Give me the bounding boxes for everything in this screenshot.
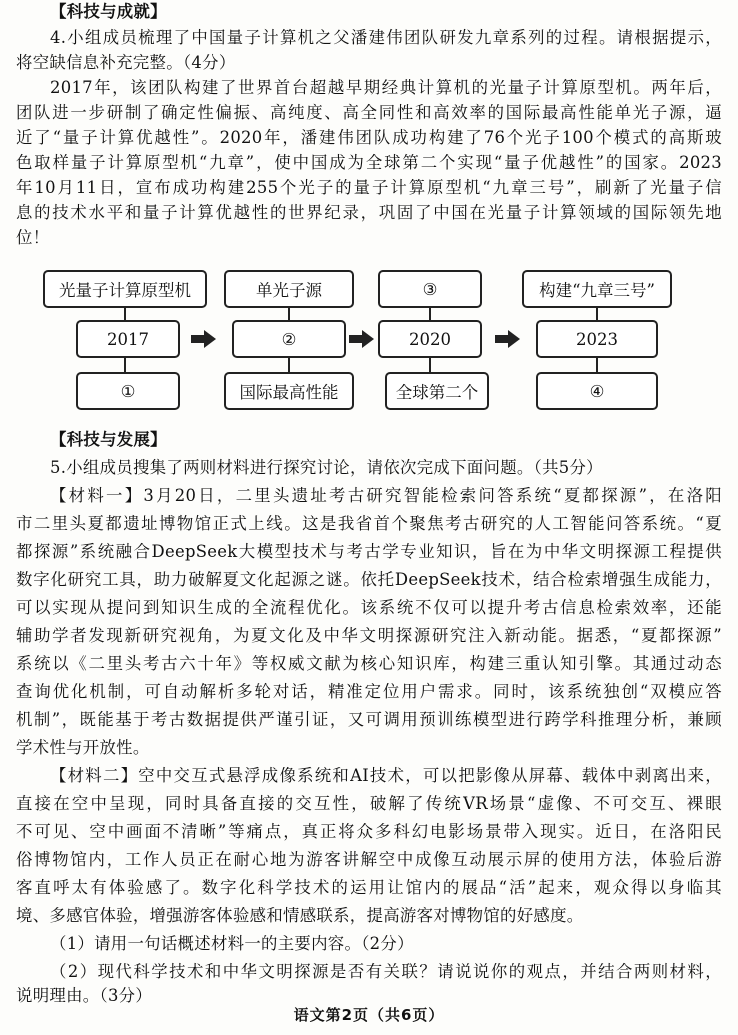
passage-line: 息的技术水平和量子计算优越性的世界纪录，巩固了中国在光量子计算领域的国际领先地 <box>16 203 722 222</box>
arrow-right <box>495 335 509 343</box>
connector-line <box>429 308 431 320</box>
material-1-line: 数字化研究工具，助力破解夏文化起源之谜。依托DeepSeek技术，结合检索增强生成能力， <box>16 570 722 589</box>
flowchart-blank-2: ② <box>232 320 346 358</box>
section-heading-achievement: 【科技与成就】 <box>50 2 167 21</box>
flowchart-year-box-2023: 2023 <box>536 320 658 358</box>
flowchart-bottom-box-3: 全球第二个 <box>385 372 489 410</box>
flowchart-year-box-2017: 2017 <box>76 320 180 358</box>
connector-line <box>288 358 290 372</box>
passage-line: 色取样量子计算原型机“九章”，使中国成为全球第二个实现“量子优越性”的国家。2023 <box>16 153 722 172</box>
connector-line <box>288 308 290 320</box>
flowchart-year-box-2020: 2020 <box>378 320 482 358</box>
material-2-line: 境、多感官体验，增强游客体验感和情感联系，提高游客对博物馆的好感度。 <box>16 906 584 925</box>
sub-question-1: （1）请用一句话概述材料一的主要内容。（2分） <box>50 934 414 953</box>
sub-question-2-line-1: （2）现代科学技术和中华文明探源是否有关联？请说说你的观点，并结合两则材料， <box>50 962 722 981</box>
connector-line <box>596 308 598 320</box>
flowchart-blank-3: ③ <box>378 270 482 308</box>
material-2-line: 俗博物馆内，工作人员正在耐心地为游客讲解空中成像互动展示屏的使用方法，体验后游 <box>16 850 722 869</box>
arrow-right <box>191 335 205 343</box>
question-5: 5.小组成员搜集了两则材料进行探究讨论，请依次完成下面问题。（共5分） <box>50 458 603 477</box>
page-footer: 语文第2页（共6页） <box>293 1006 445 1024</box>
sub-question-2-line-2: 说明理由。（3分） <box>16 986 153 1005</box>
section-heading-development: 【科技与发展】 <box>50 430 167 449</box>
arrow-right-icon <box>508 330 520 348</box>
passage-line: 团队进一步研制了确定性偏振、高纯度、高全同性和高效率的国际最高性能单光子源，逼 <box>16 103 722 122</box>
flowchart-bottom-box-2: 国际最高性能 <box>224 372 354 410</box>
material-1-line: 系统以《二里头考古六十年》等权威文献为核心知识库，构建三重认知引擎。其通过动态 <box>16 654 722 673</box>
connector-line <box>596 358 598 372</box>
question-4-line-1: 4.小组成员梳理了中国量子计算机之父潘建伟团队研发九章系列的过程。请根据提示， <box>50 28 722 47</box>
flowchart-top-box-4: 构建“九章三号” <box>522 270 672 308</box>
arrow-right-icon <box>362 330 374 348</box>
flowchart-blank-4: ④ <box>536 372 658 410</box>
connector-line <box>124 308 126 320</box>
arrow-right <box>349 335 363 343</box>
passage-line: 2017年，该团队构建了世界首台超越早期经典计算机的光量子计算原型机。两年后， <box>50 78 722 97</box>
material-1-line: 机制”，既能基于考古数据提供严谨引证，又可调用预训练模型进行跨学科推理分析，兼顾 <box>16 710 722 729</box>
arrow-right-icon <box>204 330 216 348</box>
material-1-line: 查询优化机制，可自动解析多轮对话，精准定位用户需求。同时，该系统独创“双模应答 <box>16 682 722 701</box>
material-2-line: 直接在空中呈现，同时具备直接的交互性，破解了传统VR场景“虚像、不可交互、裸眼 <box>16 794 722 813</box>
connector-line <box>429 358 431 372</box>
flowchart-top-box-2: 单光子源 <box>224 270 354 308</box>
material-1-line: 辅助学者发现新研究视角，为夏文化及中华文明探源研究注入新动能。据悉，“夏都探源” <box>16 626 722 645</box>
material-1-line: 都探源”系统融合DeepSeek大模型技术与考古学专业知识，旨在为中华文明探源工程提供 <box>16 542 722 561</box>
flowchart-top-box-1: 光量子计算原型机 <box>43 270 207 308</box>
connector-line <box>124 358 126 372</box>
flowchart-blank-1: ① <box>76 372 180 410</box>
material-2-line: 不可见、空中画面不清晰”等痛点，真正将众多科幻电影场景带入现实。近日，在洛阳民 <box>16 822 722 841</box>
passage-line: 位！ <box>16 228 50 247</box>
question-4-line-2: 将空缺信息补充完整。（4分） <box>16 53 236 72</box>
material-2-line: 【材料二】空中交互式悬浮成像系统和AI技术，可以把影像从屏幕、载体中剥离出来， <box>50 766 722 785</box>
material-1-line: 学术性与开放性。 <box>16 738 150 757</box>
passage-line: 近了“量子计算优越性”。2020年，潘建伟团队成功构建了76个光子100个模式的高斯玻 <box>16 128 722 147</box>
passage-line: 年10月11日，宣布成功构建255个光子的量子计算原型机“九章三号”，刷新了光量子信 <box>16 178 722 197</box>
material-1-line: 【材料一】3月20日，二里头遗址考古研究智能检索问答系统“夏都探源”，在洛阳 <box>50 486 722 505</box>
material-1-line: 可以实现从提问到知识生成的全流程优化。该系统不仅可以提升考古信息检索效率，还能 <box>16 598 722 617</box>
material-1-line: 市二里头夏都遗址博物馆正式上线。这是我省首个聚焦考古研究的人工智能问答系统。“夏 <box>16 514 722 533</box>
material-2-line: 客直呼太有体验感了。数字化科学技术的运用让馆内的展品“活”起来，观众得以身临其 <box>16 878 722 897</box>
